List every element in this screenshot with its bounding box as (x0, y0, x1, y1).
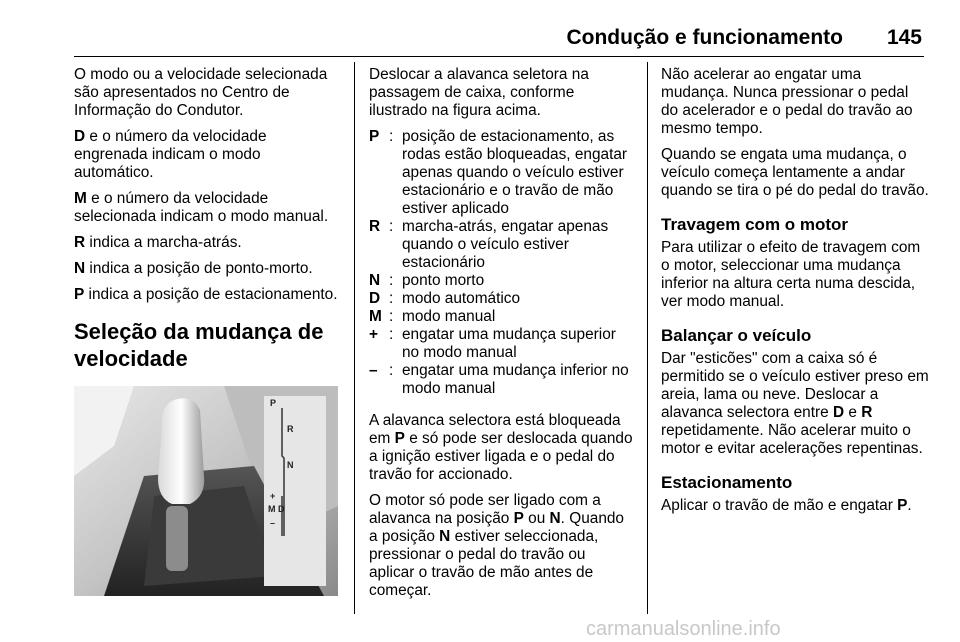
definition-value: ponto morto (402, 272, 485, 289)
definition-key: P (369, 128, 380, 145)
definition-value: engatar uma mudança superior no modo manual (402, 326, 616, 361)
column-divider-1 (354, 62, 355, 614)
column-2 (369, 66, 635, 608)
mode-m-text: e o número da velocidade selecionada indicam o modo manual. (74, 190, 329, 225)
definition-row: R : marcha-atrás, engatar apenas quando o veículo estiver estacionário (369, 218, 635, 272)
accelerate-paragraph: Não acelerar ao engatar uma mudança. Nunca pressionar o pedal do acelerador e o pedal do travão ao mesmo tempo. (661, 66, 913, 137)
mode-n-key: N (74, 260, 86, 277)
mode-p-text: indica a posição de estacionamento. (84, 286, 338, 303)
definition-row: – : engatar uma mudança inferior no modo manual (369, 362, 635, 398)
mode-n-paragraph (74, 260, 344, 278)
plus-icon: + (369, 326, 378, 343)
selector-label-n: N (287, 460, 294, 470)
gear-definition-list (369, 128, 635, 398)
shift-intro: Deslocar a alavanca seletora na passagem de caixa, conforme ilustrado na figura acima. (369, 66, 589, 119)
selector-label-md: M D (268, 504, 285, 514)
rocking-paragraph: Dar "esticões" com a caixa só é permitido se o veículo estiver preso em areia, lama ou neve. Deslocar a alavanca selectora entre D e R repetidamente. Não acelerar muito o motor e evitar acelerações repentinas. (661, 350, 929, 457)
mode-m-paragraph (74, 190, 344, 226)
definition-row: N : ponto morto (369, 272, 635, 290)
section-title: Seleção da mudança de velocidade (74, 319, 324, 371)
mode-d-paragraph (74, 128, 344, 182)
definition-key: D (369, 290, 381, 307)
header-rule (74, 56, 924, 57)
intro-paragraph: O modo ou a velocidade selecionada são apresentados no Centro de Informação do Condutor. (74, 66, 328, 119)
definition-value: modo manual (402, 308, 496, 325)
creep-paragraph: Quando se engata uma mudança, o veículo começa lentamente a andar quando se tira o pé do pedal do travão. (661, 146, 929, 199)
watermark: carmanualsonline.info (586, 618, 781, 640)
column-3 (661, 66, 929, 523)
definition-value: posição de estacionamento, as rodas estão bloqueadas, engatar apenas quando o veículo estiver estacionário e o travão de mão estiver aplicado (402, 128, 628, 217)
engine-braking-heading: Travagem com o motor (661, 215, 849, 234)
mode-r-key: R (74, 234, 86, 251)
parking-paragraph: Aplicar o travão de mão e engatar P. (661, 497, 912, 514)
rocking-heading: Balançar o veículo (661, 326, 812, 345)
mode-p-key: P (74, 286, 85, 303)
mode-n-text: indica a posição de ponto-morto. (85, 260, 313, 277)
gear-selector-illustration (74, 386, 338, 596)
selector-label-p: P (270, 398, 277, 408)
definition-key: R (369, 218, 381, 235)
selector-label-r: R (287, 424, 294, 434)
engine-braking-paragraph: Para utilizar o efeito de travagem com o motor, seleccionar uma mudança inferior na altura certa numa descida, ver modo manual. (661, 239, 921, 310)
definition-value: marcha-atrás, engatar apenas quando o veículo estiver estacionário (402, 218, 609, 271)
definition-value: engatar uma mudança inferior no modo manual (402, 362, 629, 397)
column-divider-2 (647, 62, 648, 614)
gear-selector-photo (74, 386, 338, 596)
definition-value: modo automático (402, 290, 521, 307)
definition-key: M (369, 308, 382, 325)
column-1 (74, 66, 344, 372)
definition-row: P : posição de estacionamento, as rodas estão bloqueadas, engatar apenas quando o veículo estiver estacionário e o travão de mão estiver aplicado (369, 128, 635, 218)
selector-label-minus: – (270, 518, 276, 528)
mode-p-paragraph (74, 286, 344, 304)
selector-label-plus: + (270, 491, 276, 501)
mode-d-key: D (74, 128, 86, 145)
minus-icon: – (369, 362, 378, 379)
definition-row: + : engatar uma mudança superior no modo manual (369, 326, 635, 362)
page-header-title: Condução e funcionamento (566, 26, 843, 49)
start-paragraph: O motor só pode ser ligado com a alavanca na posição P ou N. Quando a posição N estiver seleccionada, pressionar o pedal do travão ou aplicar o travão de mão antes de começar. (369, 492, 624, 599)
lock-paragraph: A alavanca selectora está bloqueada em P e só pode ser deslocada quando a ignição estiver ligada e o pedal do travão for accionado. (369, 412, 633, 483)
definition-row: M : modo manual (369, 308, 635, 326)
parking-heading: Estacionamento (661, 473, 793, 492)
mode-d-text: e o número da velocidade engrenada indicam o modo automático. (74, 128, 267, 181)
mode-m-key: M (74, 190, 87, 207)
page-number: 145 (886, 26, 922, 49)
definition-key: N (369, 272, 381, 289)
mode-r-text: indica a marcha-atrás. (85, 234, 242, 251)
definition-row: D : modo automático (369, 290, 635, 308)
mode-r-paragraph (74, 234, 344, 252)
